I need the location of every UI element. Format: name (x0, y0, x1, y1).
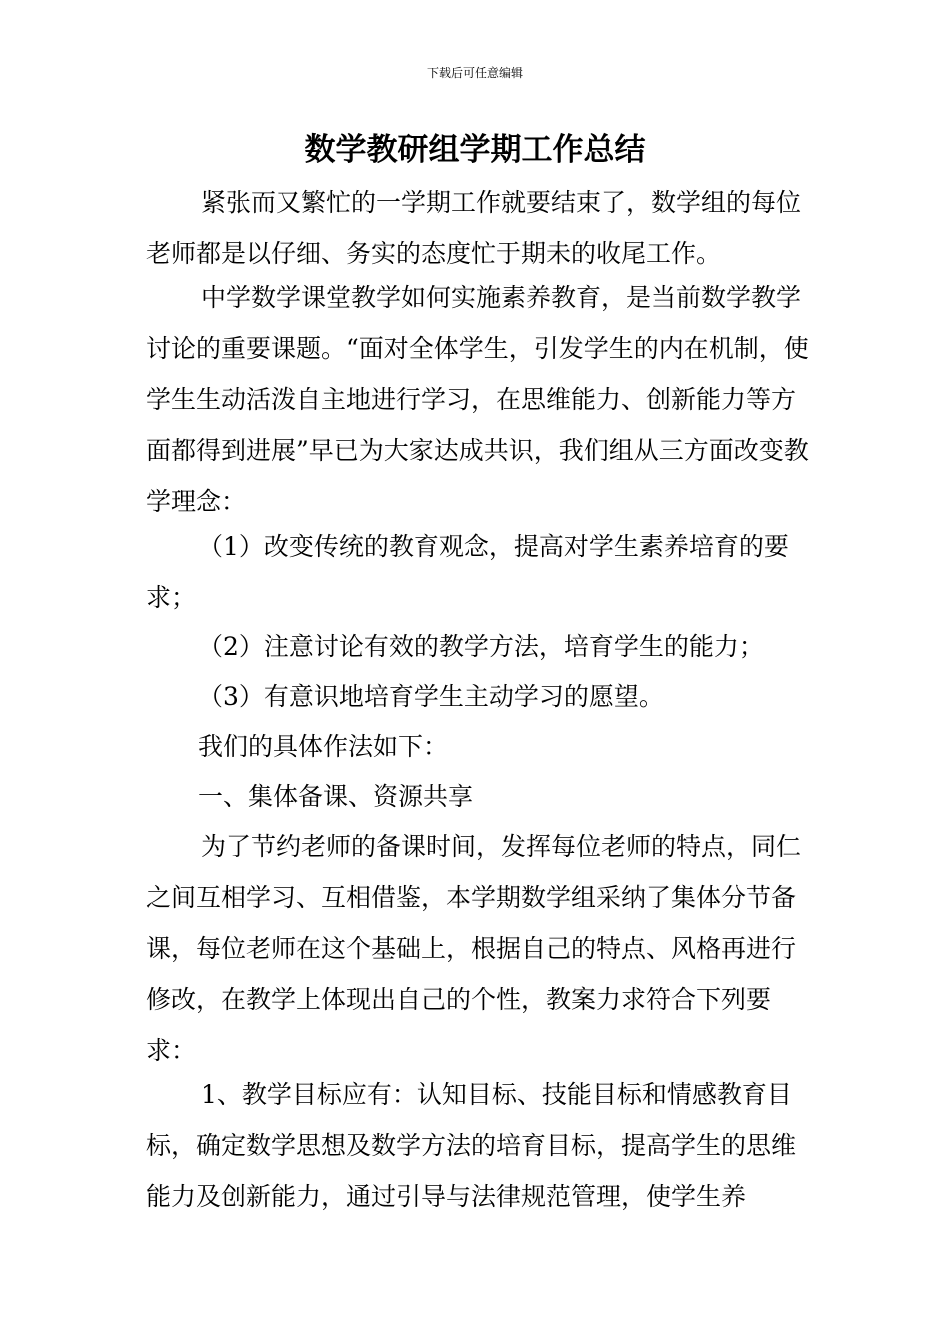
paragraph-item-1: （1）改变传统的教育观念，提高对学生素养培育的要求； (146, 532, 789, 612)
page-header: 下载后可任意编辑 (426, 66, 523, 80)
paragraph-intro: 紧张而又繁忙的一学期工作就要结束了，数学组的每位老师都是以仔细、务实的态度忙于期未的收尾工作。 (146, 188, 802, 268)
paragraph-item-2: （2）注意讨论有效的教学方法，培育学生的能力； (198, 632, 764, 661)
document-title: 数学教研组学期工作总结 (304, 132, 646, 168)
paragraph-teaching-concept: 中学数学课堂教学如何实施素养教育，是当前数学教学讨论的重要课题。“面对全体学生，引发学生的内在机制，使学生生动活泼自主地进行学习，在思维能力、创新能力等方面都得到进展”早已为大家达成共识，我们组从三方面改变教学理念： (146, 283, 809, 516)
paragraph-item-3: （3）有意识地培育学生主动学习的愿望。 (198, 682, 664, 711)
section-heading-1: 一、集体备课、资源共享 (198, 782, 474, 811)
paragraph-methods-intro: 我们的具体作法如下： (198, 732, 449, 761)
paragraph-collective-prep: 为了节约老师的备课时间，发挥每位老师的特点，同仁之间互相学习、互相借鉴，本学期数学组采纳了集体分节备课，每位老师在这个基础上，根据自己的特点、风格再进行修改，在教学上体现出自己的个性，教案力求符合下列要求： (146, 832, 802, 1065)
paragraph-requirement-1: 1、教学目标应有：认知目标、技能目标和情感教育目标，确定数学思想及数学方法的培育目标，提高学生的思维能力及创新能力，通过引导与法律规范管理，使学生养 (146, 1080, 797, 1211)
